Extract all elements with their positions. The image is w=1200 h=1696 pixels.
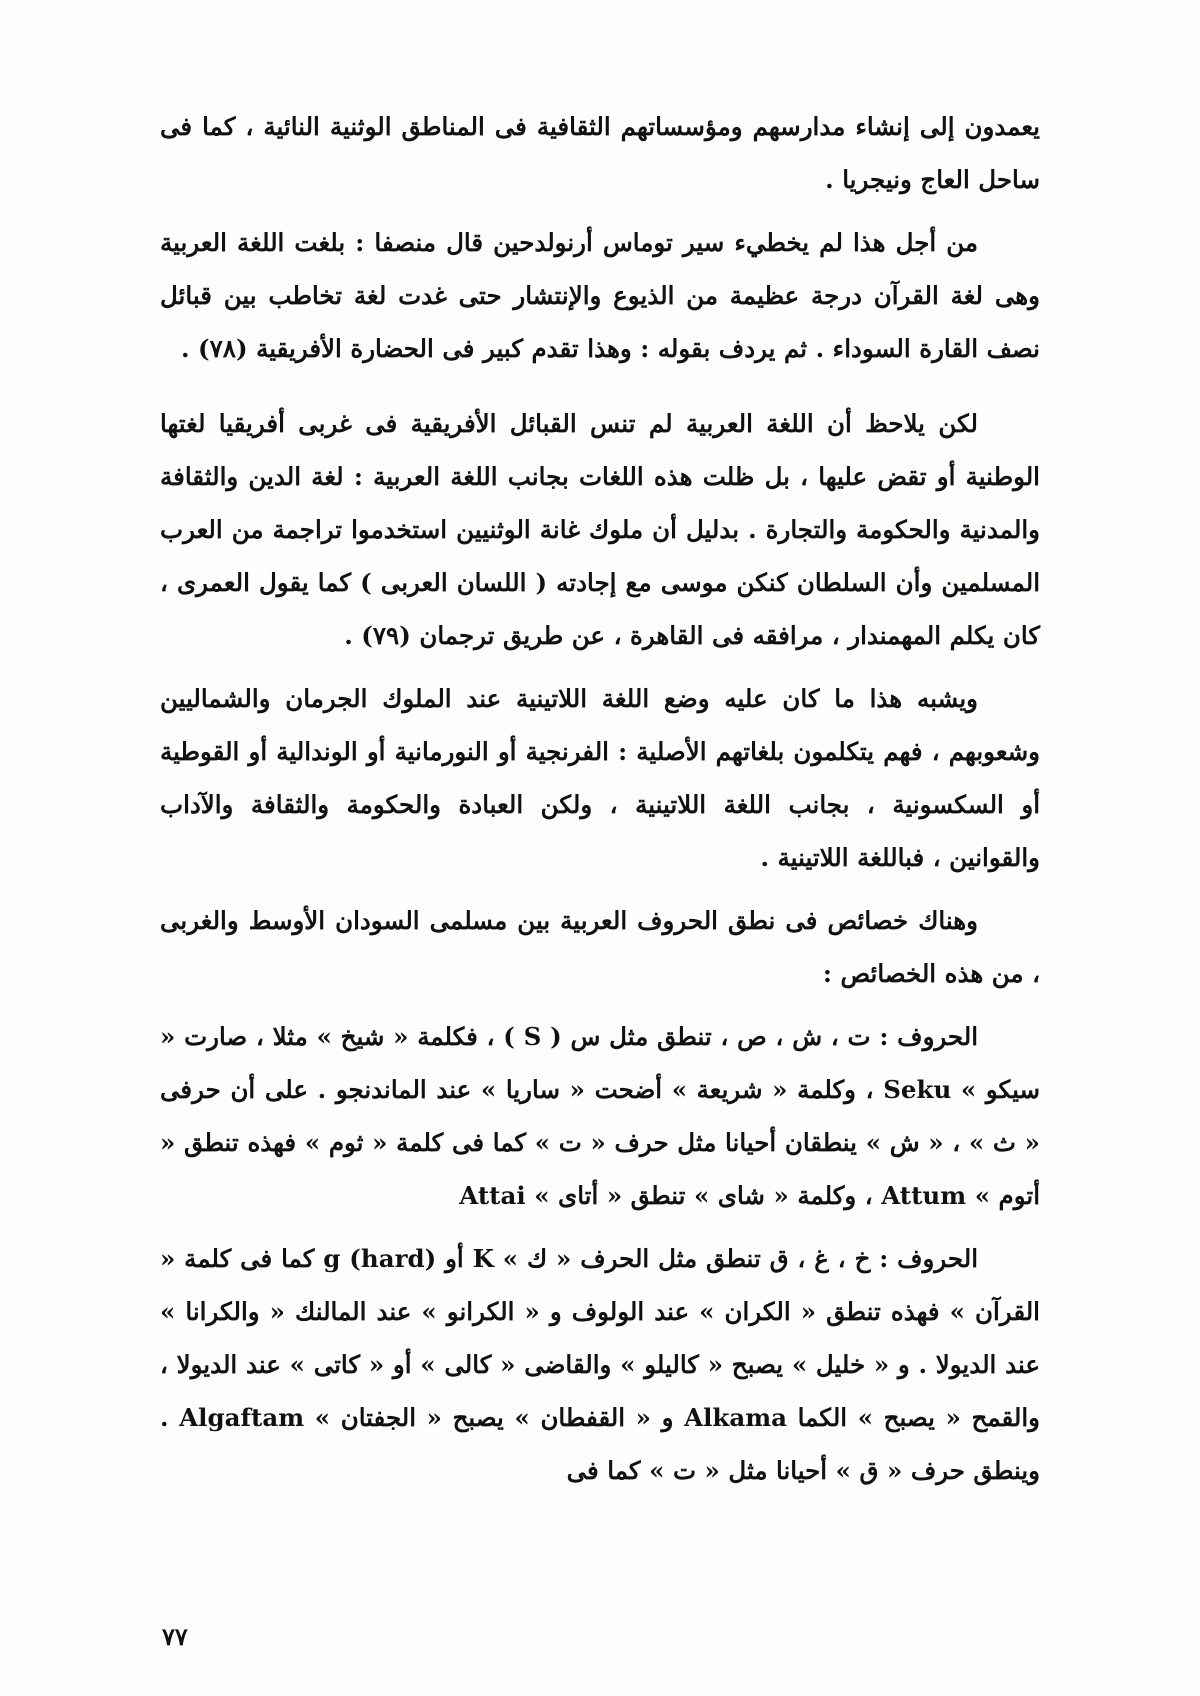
paragraph: الحروف : خ ، غ ، ق تنطق مثل الحرف « ك » K أو g (hard) كما فى كلمة « القرآن » فهذه تنطق « الكران » عند الولوف و « الكرانو » عند المالنك « والكرانا » عند الديولا . و « خليل » يصبح « كاليلو » والقاضى « كالى » أو « كاتى » عند الديولا ، والقمح « يصبح » الكما Alkama و « القفطان » يصبح « الجفتان » Algaftam . وينطق حرف « ق » أحيانا مثل « ت » كما فى (160, 1244, 1040, 1485)
body-text (160, 100, 1040, 1497)
paragraph: من أجل هذا لم يخطيء سير توماس أرنولدحين قال منصفا : بلغت اللغة العربية وهى لغة القرآن درجة عظيمة من الذيوع والإنتشار حتى غدت لغة تخاطب بين قبائل نصف القارة السوداء . ثم يردف بقوله : وهذا تقدم كبير فى الحضارة الأفريقية (٧٨) . (160, 228, 1040, 363)
page-number: ٧٧ (162, 1622, 188, 1651)
paragraph: ويشبه هذا ما كان عليه وضع اللغة اللاتينية عند الملوك الجرمان والشماليين وشعوبهم ، فهم يتكلمون بلغاتهم الأصلية : الفرنجية أو النورمانية أو الوندالية أو القوطية أو السكسونية ، بجانب اللغة اللاتينية ، ولكن العبادة والحكومة والثقافة والآداب والقوانين ، فباللغة اللاتينية . (160, 684, 1040, 872)
paragraph: لكن يلاحظ أن اللغة العربية لم تنس القبائل الأفريقية فى غربى أفريقيا لغتها الوطنية أو تقض عليها ، بل ظلت هذه اللغات بجانب اللغة العربية : لغة الدين والثقافة والمدنية والحكومة والتجارة . بدليل أن ملوك غانة الوثنيين استخدموا تراجمة من العرب المسلمين وأن السلطان كنكن موسى مع إجادته ( اللسان العربى ) كما يقول العمرى ، كان يكلم المهمندار ، مرافقه فى القاهرة ، عن طريق ترجمان (٧٩) . (160, 409, 1040, 650)
paragraph: يعمدون إلى إنشاء مدارسهم ومؤسساتهم الثقافية فى المناطق الوثنية النائية ، كما فى ساحل العاج ونيجريا . (160, 112, 1040, 194)
paragraph: وهناك خصائص فى نطق الحروف العربية بين مسلمى السودان الأوسط والغربى ، من هذه الخصائص : (160, 906, 1040, 988)
paragraph: الحروف : ت ، ش ، ص ، تنطق مثل س ( S ) ، فكلمة « شيخ » مثلا ، صارت « سيكو » Seku ، وكلمة « شريعة » أضحت « ساريا » عند الماندنجو . على أن حرفى « ث » ، « ش » ينطقان أحيانا مثل حرف « ت » كما فى كلمة « ثوم » فهذه تنطق « أتوم » Attum ، وكلمة « شاى » تنطق « أتاى » Attai (160, 1022, 1040, 1210)
